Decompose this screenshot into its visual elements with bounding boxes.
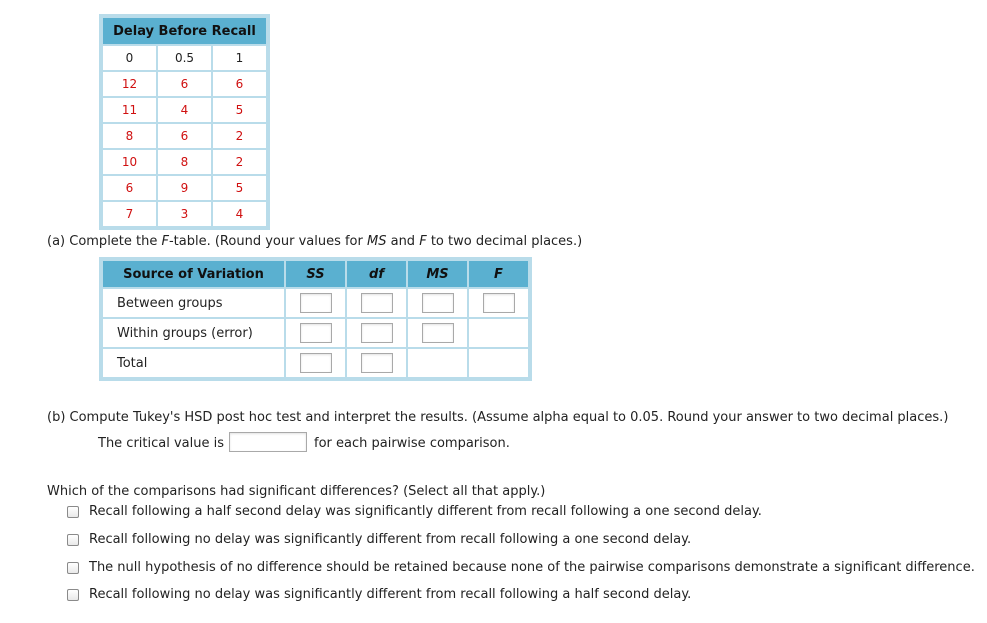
option-4[interactable] (67, 587, 691, 602)
data-cell: 4 (212, 201, 267, 227)
level-cell: 0 (102, 45, 157, 71)
option-1-checkbox[interactable] (67, 506, 79, 518)
within-df-input[interactable] (361, 323, 393, 343)
part-a-instruction (47, 234, 582, 249)
data-table (99, 14, 270, 230)
table-row (102, 71, 267, 97)
within-ss-input[interactable] (300, 323, 332, 343)
ss-header: SS (285, 260, 346, 288)
part-a-f2: F (419, 234, 427, 249)
data-cell: 9 (157, 175, 212, 201)
table-row (102, 123, 267, 149)
total-label: Total (102, 348, 285, 378)
f-table (99, 257, 532, 381)
part-a-f: F (161, 234, 169, 249)
part-b-instruction: (b) Compute Tukey's HSD post hoc test and interpret the results. (Assume alpha equal to 0.05. Round your answer to two decimal places.) (47, 410, 949, 425)
data-cell: 10 (102, 149, 157, 175)
within-ms-input[interactable] (422, 323, 454, 343)
data-cell: 6 (102, 175, 157, 201)
data-cell: 6 (157, 123, 212, 149)
part-a-ms: MS (367, 234, 387, 249)
data-cell: 5 (212, 97, 267, 123)
option-2-label: Recall following no delay was significantly different from recall following a one second delay. (89, 532, 692, 547)
ms-header: MS (407, 260, 468, 288)
critical-value-suffix: for each pairwise comparison. (314, 436, 510, 451)
data-cell: 8 (157, 149, 212, 175)
data-cell: 2 (212, 123, 267, 149)
part-a-suffix: to two decimal places.) (426, 234, 583, 249)
option-2-checkbox[interactable] (67, 534, 79, 546)
data-cell: 7 (102, 201, 157, 227)
comparison-question: Which of the comparisons had significant differences? (Select all that apply.) (47, 484, 546, 499)
part-a-mid: -table. (Round your values for (168, 234, 367, 249)
data-cell: 6 (157, 71, 212, 97)
option-3-label: The null hypothesis of no difference should be retained because none of the pairwise comparisons demonstrate a significant difference. (89, 560, 975, 575)
option-3[interactable] (67, 560, 975, 575)
between-groups-label: Between groups (102, 288, 285, 318)
table-row (102, 97, 267, 123)
between-ms-input[interactable] (422, 293, 454, 313)
f-table-header (102, 260, 529, 288)
part-a-prefix: (a) Complete the (47, 234, 162, 249)
table-row (102, 288, 529, 318)
total-ss-input[interactable] (300, 353, 332, 373)
table-row (102, 348, 529, 378)
option-3-checkbox[interactable] (67, 562, 79, 574)
within-groups-label: Within groups (error) (102, 318, 285, 348)
source-header: Source of Variation (102, 260, 285, 288)
level-cell: 0.5 (157, 45, 212, 71)
data-cell: 6 (212, 71, 267, 97)
option-4-label: Recall following no delay was significantly different from recall following a half second delay. (89, 587, 692, 602)
empty-cell (468, 348, 529, 378)
table-row (102, 149, 267, 175)
critical-value-input[interactable] (229, 432, 307, 452)
data-cell: 4 (157, 97, 212, 123)
f-header: F (468, 260, 529, 288)
empty-cell (407, 348, 468, 378)
option-1[interactable] (67, 504, 762, 519)
table-row (102, 175, 267, 201)
between-f-input[interactable] (483, 293, 515, 313)
level-cell: 1 (212, 45, 267, 71)
level-row (102, 45, 267, 71)
data-cell: 11 (102, 97, 157, 123)
total-df-input[interactable] (361, 353, 393, 373)
data-table-title: Delay Before Recall (102, 17, 267, 45)
option-2[interactable] (67, 532, 691, 547)
part-a-and: and (386, 234, 420, 249)
data-cell: 8 (102, 123, 157, 149)
data-cell: 2 (212, 149, 267, 175)
data-cell: 3 (157, 201, 212, 227)
option-4-checkbox[interactable] (67, 589, 79, 601)
critical-value-prefix: The critical value is (98, 436, 225, 451)
data-cell: 5 (212, 175, 267, 201)
between-df-input[interactable] (361, 293, 393, 313)
empty-cell (468, 318, 529, 348)
table-row (102, 318, 529, 348)
between-ss-input[interactable] (300, 293, 332, 313)
option-1-label: Recall following a half second delay was significantly different from recall following a one second delay. (89, 504, 762, 519)
table-row (102, 201, 267, 227)
df-header: df (346, 260, 407, 288)
data-cell: 12 (102, 71, 157, 97)
